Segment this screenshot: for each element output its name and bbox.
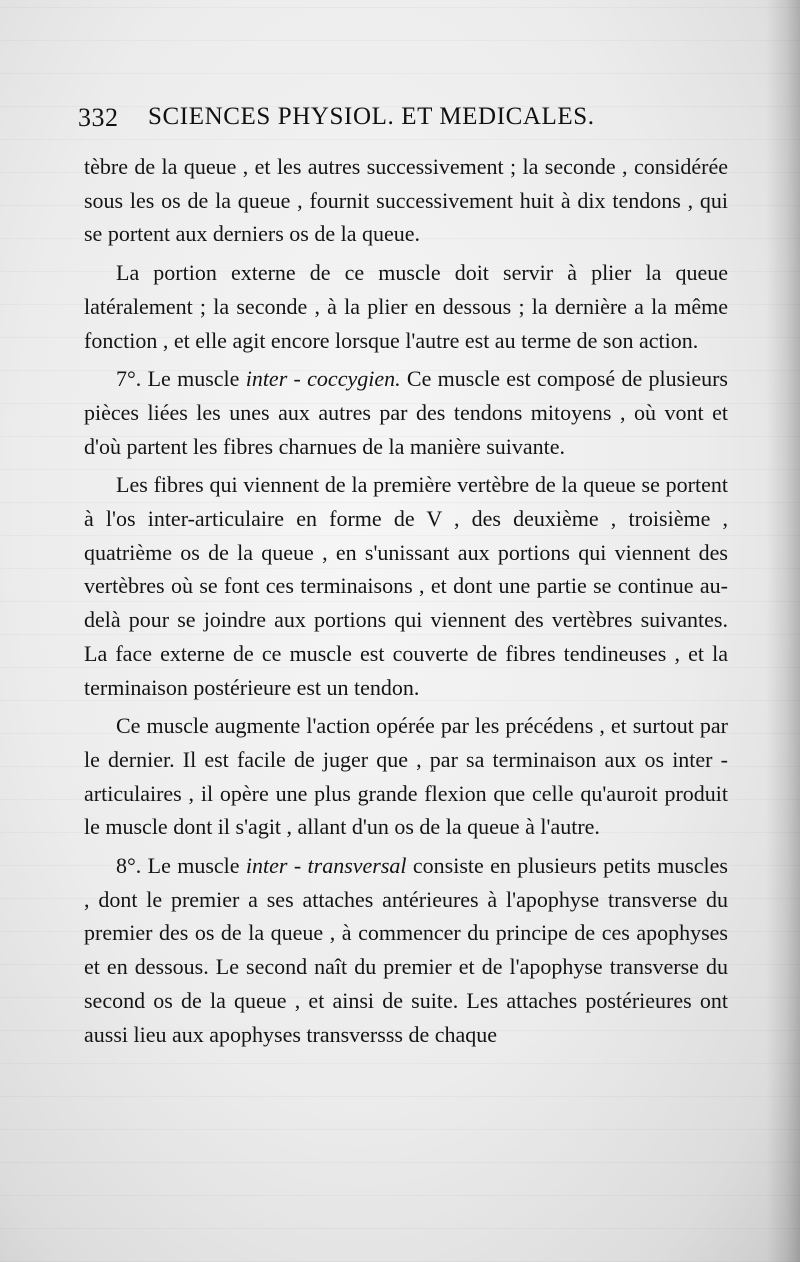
paragraph-4: Les fibres qui viennent de la première vertèbre de la queue se portent à l'os inter-articulaire en forme de V , des deuxième , troisième , quatrième os de la queue , en s'unissant aux portions qui viennent des vertèbres où se font ces terminaisons , et dont une partie se continue au-delà pour se joindre aux portions qui viennent des vertèbres suivantes. La face externe de ce muscle est couverte de fibres tendineuses , et la terminaison postérieure est un tendon.	[84, 472, 728, 700]
paragraph-3-lead: 7°. Le muscle	[116, 366, 246, 392]
paragraph-6-lead: 8°. Le muscle	[116, 853, 246, 879]
page-header	[78, 103, 678, 143]
running-title: SCIENCES PHYSIOL. ET MEDICALES.	[148, 103, 595, 130]
paragraph-1: tèbre de la queue , et les autres successivement ; la seconde , considérée sous les os de la queue , fournit successivement huit à dix tendons , qui se portent aux derniers os de la queue.	[84, 154, 728, 247]
paragraph-6	[84, 849, 728, 1051]
paragraph-2: La portion externe de ce muscle doit servir à plier la queue latéralement ; la seconde , à la plier en dessous ; la dernière a la même fonction , et elle agit encore lorsque l'autre est au terme de son action.	[84, 260, 728, 353]
page-number: 332	[78, 103, 119, 132]
paragraph-3	[84, 362, 728, 463]
paragraph-3-rest: Ce muscle est composé de plusieurs pièces liées les unes aux autres par des tendons mitoyens , où vont et d'où partent les fibres charnues de la manière suivante.	[84, 366, 728, 459]
paragraph-5: Ce muscle augmente l'action opérée par les précédens , et surtout par le dernier. Il est facile de juger que , par sa terminaison aux os inter - articulaires , il opère une plus grande flexion que celle qu'auroit produit le muscle dont il s'agit , allant d'un os de la queue à l'autre.	[84, 713, 728, 840]
muscle-name-inter-transversal: inter - transversal	[245, 853, 407, 879]
page-edge-shadow	[766, 0, 800, 1262]
paragraph-6-rest: consiste en plusieurs petits muscles , dont le premier a ses attaches antérieures à l'apophyse transverse du premier des os de la queue , à commencer du principe de ces apophyses et en dessous. Le second naît du premier et de l'apophyse transverse du second os de la queue , et ainsi de suite. Les attaches postérieures ont aussi lieu aux apophyses transversss de chaque	[84, 853, 728, 1047]
body-text	[84, 150, 728, 1056]
muscle-name-inter-coccygien: inter - coccygien.	[245, 366, 401, 392]
